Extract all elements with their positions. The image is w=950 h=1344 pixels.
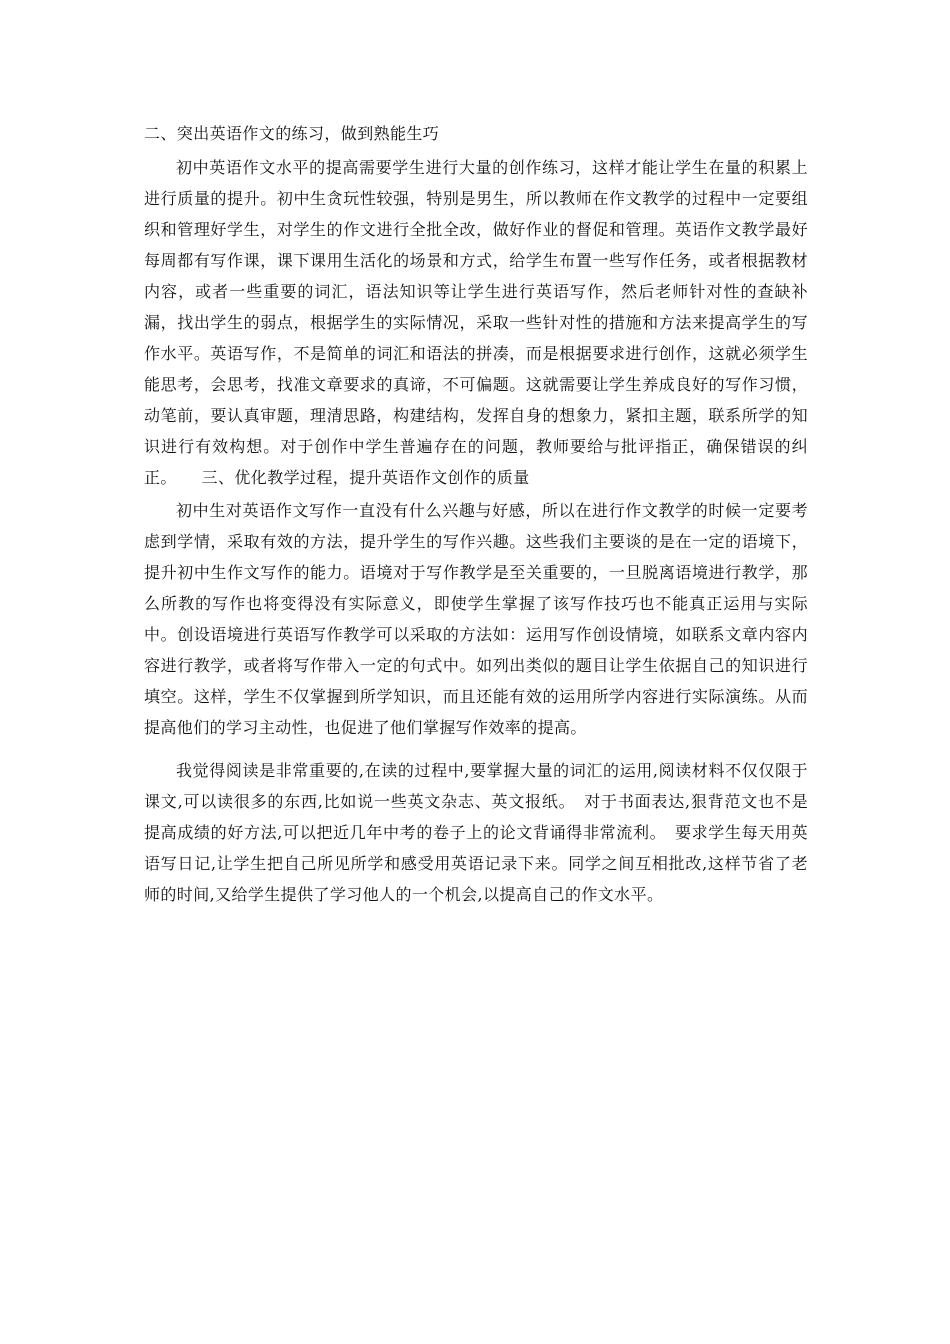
paragraph-3: 我觉得阅读是非常重要的,在读的过程中,要掌握大量的词汇的运用,阅读材料不仅仅限于课文,可以读很多的东西,比如说一些英文杂志、英文报纸。 对于书面表达,狠背范文也不是提高成绩的好方法,可以把近几年中考的卷子上的论文背诵得非常流利。 要求学生每天用英语写日记,让学生把自己所见所学和感受用英语记录下来。同学之间互相批改,这样节省了老师的时间,又给学生提供了学习他人的一个机会,以提高自己的作文水平。 — [144, 761, 808, 904]
document-body — [144, 118, 808, 910]
paragraph-2: 初中生对英语作文写作一直没有什么兴趣与好感，所以在进行作文教学的时候一定要考虑到学情，采取有效的方法，提升学生的写作兴趣。这些我们主要谈的是在一定的语境下，提升初中生作文写作的能力。语境对于写作教学是至关重要的，一旦脱离语境进行教学，那么所教的写作也将变得没有实际意义，即使学生掌握了该写作技巧也不能真正运用与实际中。创设语境进行英语写作教学可以采取的方法如：运用写作创设情境，如联系文章内容内容进行教学，或者将写作带入一定的句式中。如列出类似的题目让学生依据自己的知识进行填空。这样，学生不仅掌握到所学知识，而且还能有效的运用所学内容进行实际演练。从而提高他们的学习主动性，也促进了他们掌握写作效率的提高。 — [144, 501, 808, 737]
paragraph-1: 初中英语作文水平的提高需要学生进行大量的创作练习，这样才能让学生在量的积累上进行质量的提升。初中生贪玩性较强，特别是男生，所以教师在作文教学的过程中一定要组织和管理好学生，对学生的作文进行全批全改，做好作业的督促和管理。英语作文教学最好每周都有写作课，课下课用生活化的场景和方式，给学生布置一些写作任务，或者根据教材内容，或者一些重要的词汇，语法知识等让学生进行英语写作，然后老师针对性的查缺补漏，找出学生的弱点，根据学生的实际情况，采取一些针对性的措施和方法来提高学生的写作水平。英语写作，不是简单的词汇和语法的拼凑，而是根据要求进行创作，这就必须学生能思考，会思考，找准文章要求的真谛，不可偏题。这就需要让学生养成良好的写作习惯，动笔前，要认真审题，理清思路，构建结构，发挥自身的想象力，紧扣主题，联系所学的知识进行有效构想。对于创作中学生普遍存在的问题，教师要给与批评指正，确保错误的纠正。 三、优化教学过程，提升英语作文创作的质量 — [144, 158, 808, 487]
section-heading: 二、突出英语作文的练习，做到熟能生巧 — [144, 124, 440, 143]
